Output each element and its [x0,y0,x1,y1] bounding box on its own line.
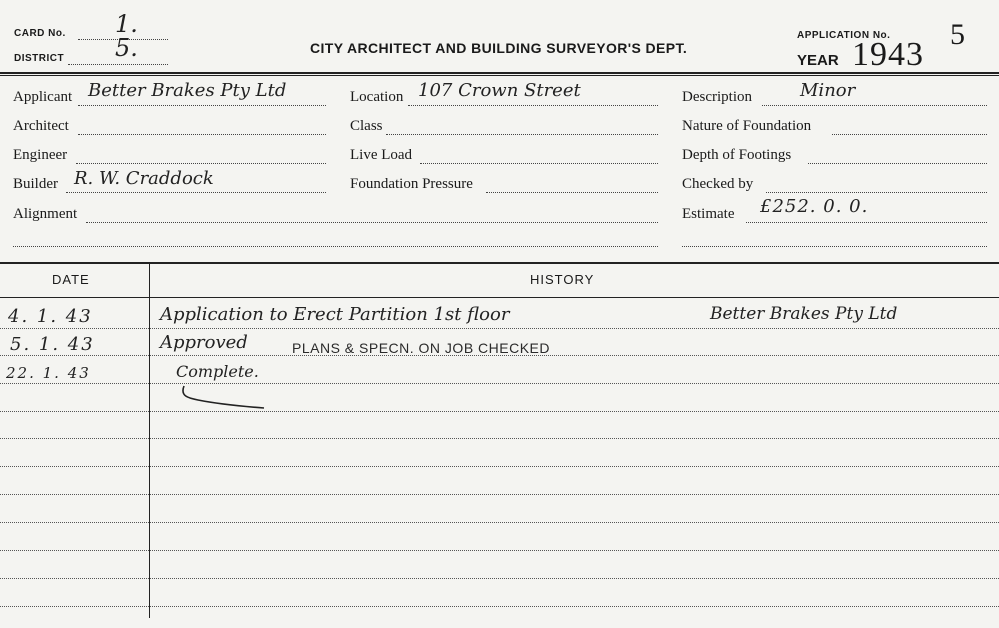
checked-by-line [766,192,987,193]
district-label: DISTRICT [14,53,65,64]
live-load-label: Live Load [350,147,413,163]
builder-line [66,192,326,193]
description-value: Minor [800,80,856,101]
foundation-pressure-line [486,192,658,193]
nature-of-foundation-line [832,134,987,135]
application-no-value: 5 [950,18,965,51]
history-line [0,383,999,384]
history-line [0,606,999,607]
extra-line-right [682,246,987,247]
history-row-2-stamp: PLANS & SPECN. ON JOB CHECKED [292,340,551,356]
history-line [0,411,999,412]
applicant-line [78,105,326,106]
history-line [0,522,999,523]
history-row-1-date: 4. 1. 43 [8,306,93,327]
architect-line [78,134,326,135]
alignment-label: Alignment [13,206,78,222]
header-row-rule [0,297,999,298]
engineer-line [76,163,326,164]
history-line [0,494,999,495]
estimate-label: Estimate [682,206,735,222]
history-row-1-entry: Application to Erect Partition 1st floor [160,304,510,325]
applicant-value: Better Brakes Pty Ltd [88,80,287,101]
class-line [386,134,658,135]
foundation-pressure-label: Foundation Pressure [350,176,473,192]
history-row-3-date: 22. 1. 43 [6,364,91,382]
year-label: YEAR [797,52,839,69]
card-no-value: 1. [115,10,138,38]
history-line [0,438,999,439]
location-label: Location [350,89,404,105]
builder-value: R. W. Craddock [74,168,214,189]
history-line [0,328,999,329]
engineer-label: Engineer [13,147,68,163]
history-row-2-date: 5. 1. 43 [10,334,95,355]
class-label: Class [350,118,383,134]
applicant-label: Applicant [13,89,73,105]
live-load-line [420,163,658,164]
history-header: HISTORY [530,272,595,287]
checked-by-label: Checked by [682,176,754,192]
history-line [0,578,999,579]
date-header: DATE [52,272,90,287]
application-no-label: APPLICATION No. [797,30,891,41]
history-row-2-entry: Approved [160,332,248,353]
nature-of-foundation-label: Nature of Foundation [682,118,812,134]
architect-label: Architect [13,118,69,134]
description-label: Description [682,89,752,105]
estimate-value: £252. 0. 0. [760,196,869,217]
year-value: 1943 [852,36,924,73]
department-title: CITY ARCHITECT AND BUILDING SURVEYOR'S DEPT. [310,40,688,56]
district-line [68,64,168,65]
history-row-3-entry: Complete. [176,362,259,381]
history-row-1-entry-right: Better Brakes Pty Ltd [710,304,898,324]
extra-line-left [13,246,658,247]
history-line [0,550,999,551]
history-line [0,466,999,467]
depth-of-footings-line [808,163,987,164]
builder-label: Builder [13,176,58,192]
card-no-label: CARD No. [14,28,66,39]
location-value: 107 Crown Street [418,80,581,101]
location-line [408,105,658,106]
alignment-line [86,222,658,223]
history-column-divider [149,264,150,618]
header-rule-thin [0,75,999,76]
depth-of-footings-label: Depth of Footings [682,147,792,163]
handwritten-flourish [178,382,268,412]
district-value: 5. [115,34,138,62]
header-rule [0,72,999,74]
description-line [762,105,987,106]
estimate-line [746,222,987,223]
